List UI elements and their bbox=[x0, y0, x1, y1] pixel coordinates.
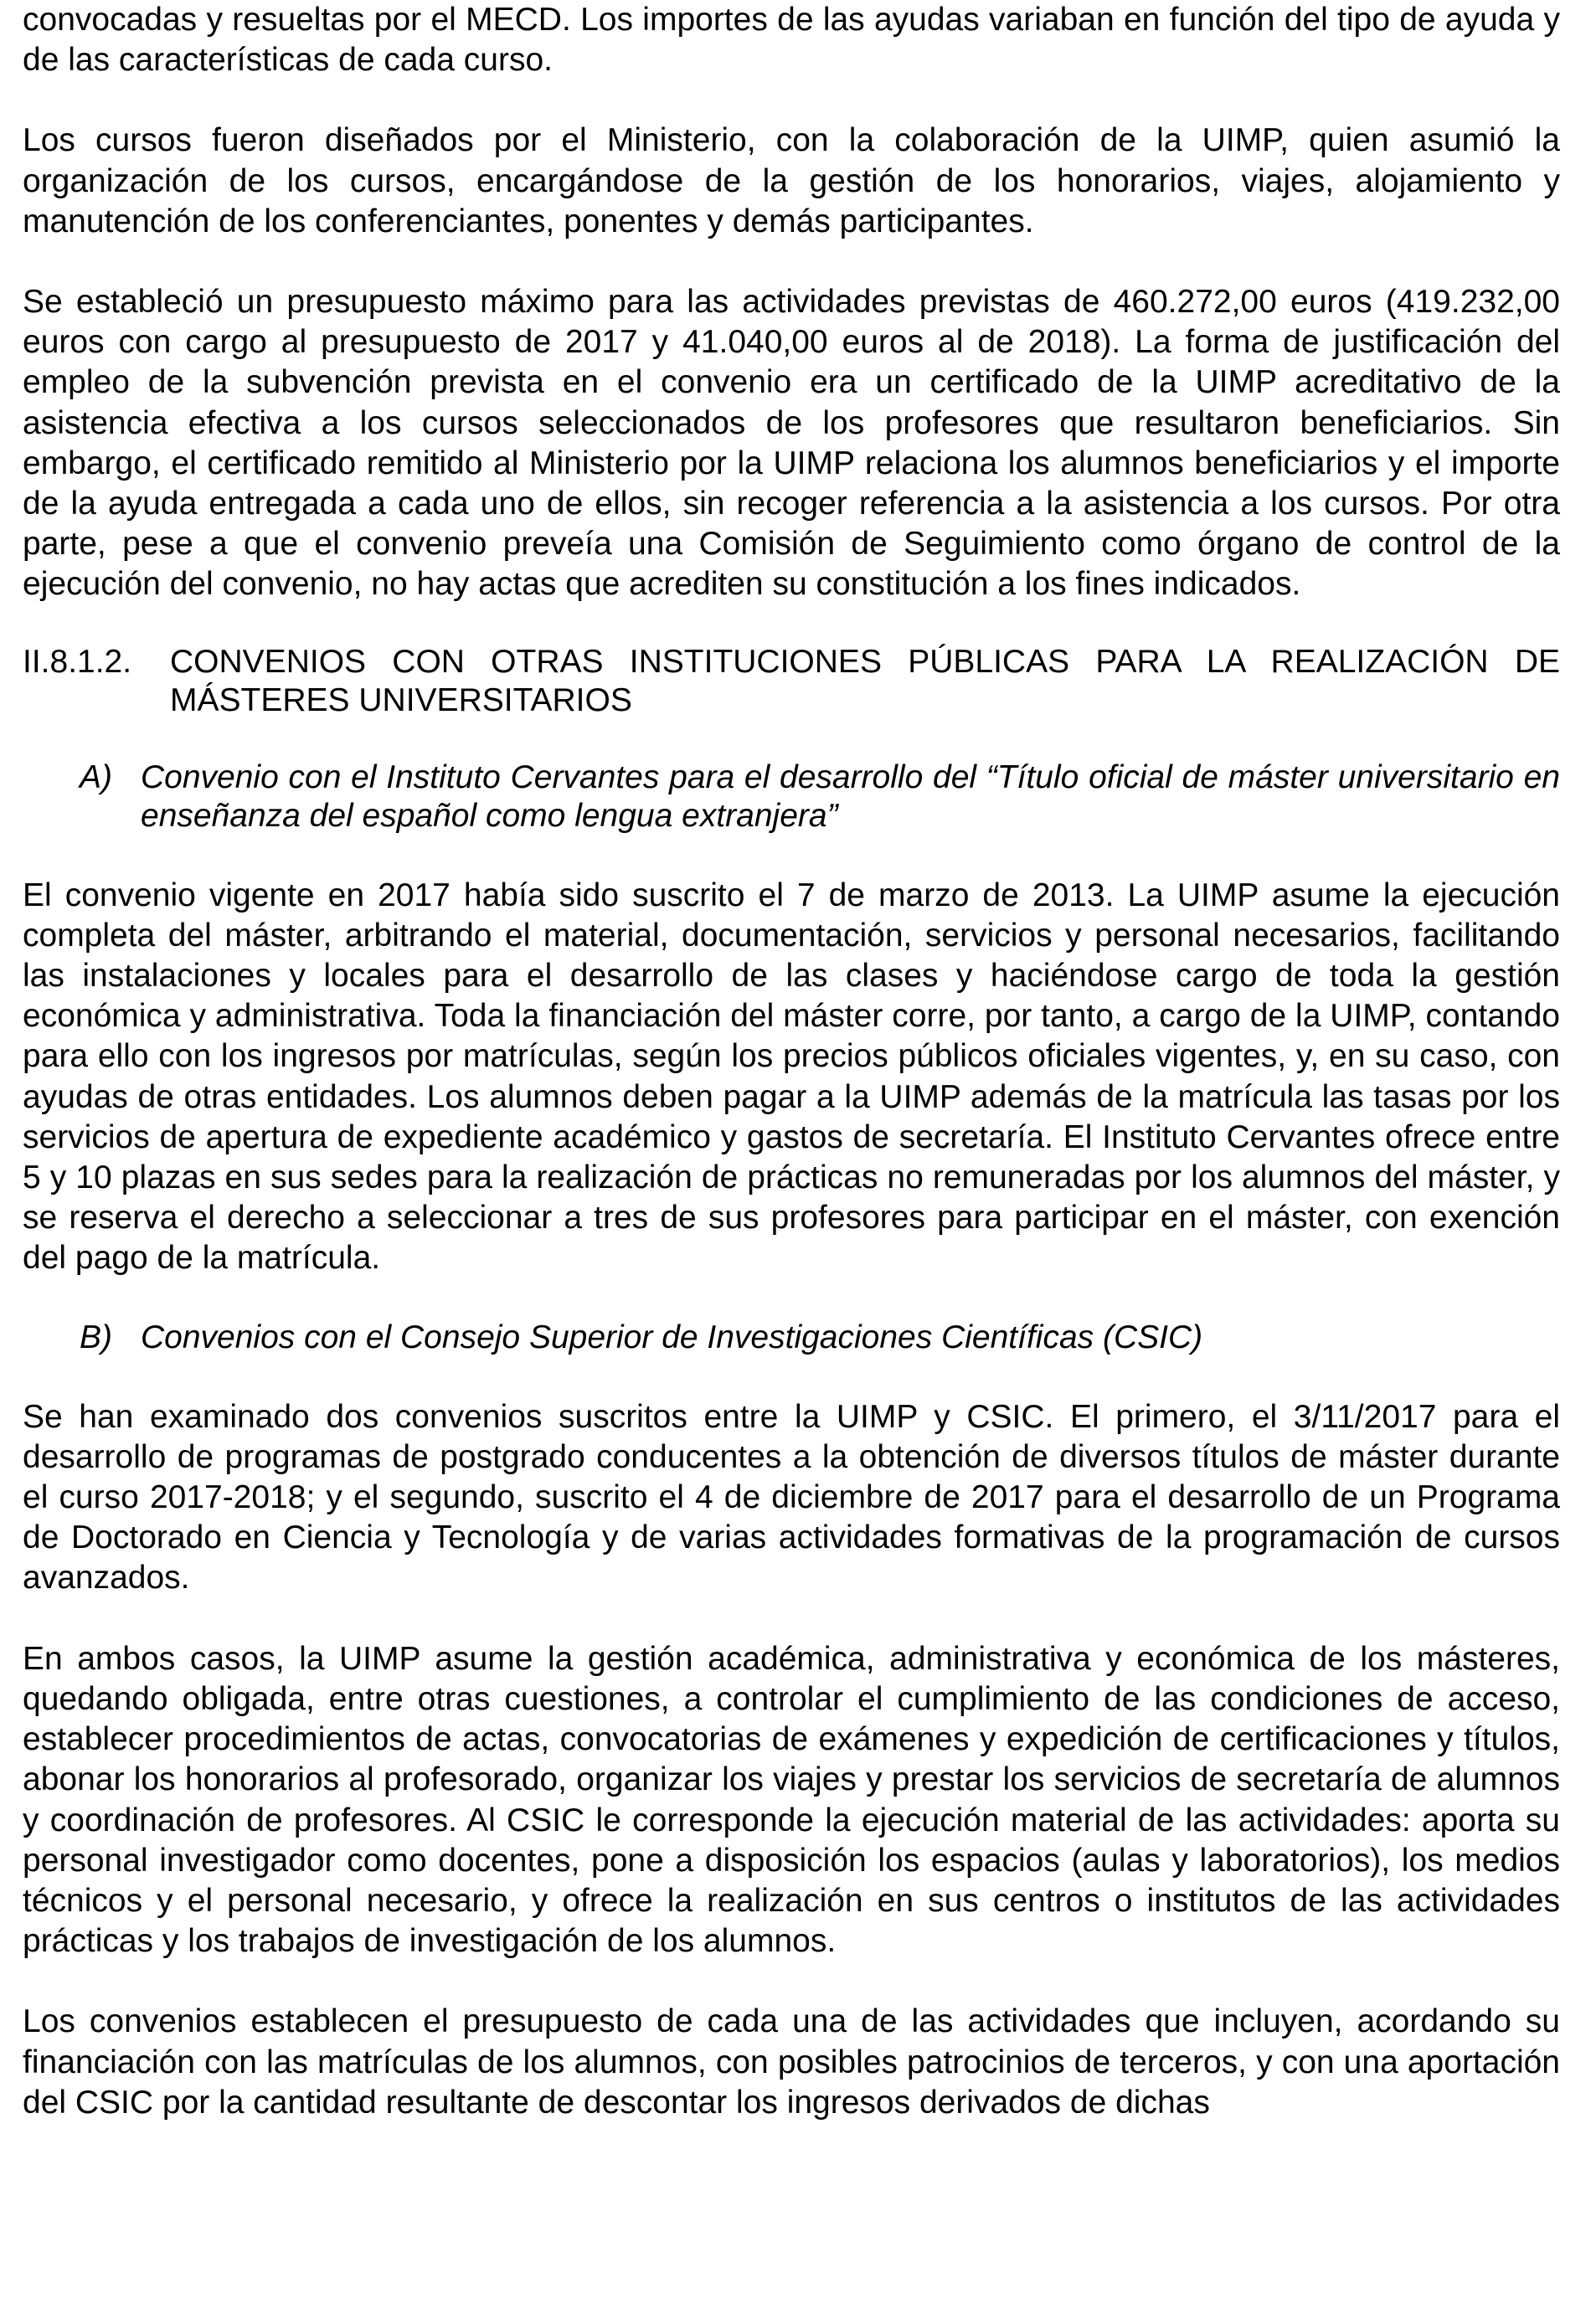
document-page bbox=[23, 0, 1560, 2123]
subsection-title: Convenio con el Instituto Cervantes para el desarrollo del “Título oficial de máster universitario en enseñanza del español como lengua extranjera” bbox=[141, 758, 1560, 834]
subsection-heading-b bbox=[23, 1319, 1560, 1357]
paragraph-diseno-cursos: Los cursos fueron diseñados por el Ministerio, con la colaboración de la UIMP, quien asumió la organización de los cursos, encargándose de la gestión de los honorarios, viajes, alojamiento y manutención de los conferenciantes, ponentes y demás participantes. bbox=[23, 122, 1560, 239]
paragraph-ayudas-importes: convocadas y resueltas por el MECD. Los importes de las ayudas variaban en función del tipo de ayuda y de las características de cada curso. bbox=[23, 2, 1560, 79]
paragraph-convenio-cervantes: El convenio vigente en 2017 había sido suscrito el 7 de marzo de 2013. La UIMP asume la ejecución completa del máster, arbitrando el material, documentación, servicios y personal necesarios, facilitando las instalaciones y locales para el desarrollo de las clases y haciéndose cargo de toda la gestión económica y administrativa. Toda la financiación del máster corre, por tanto, a cargo de la UIMP, contando para ello con los ingresos por matrículas, según los precios públicos oficiales vigentes, y, en su caso, con ayudas de otras entidades. Los alumnos deben pagar a la UIMP además de la matrícula las tasas por los servicios de apertura de expediente académico y gastos de secretaría. El Instituto Cervantes ofrece entre 5 y 10 plazas en sus sedes para la realización de prácticas no remuneradas por los alumnos del máster, y se reserva el derecho a seleccionar a tres de sus profesores para participar en el máster, con exención del pago de la matrícula. bbox=[23, 877, 1560, 1277]
paragraph-obligaciones-uimp: En ambos casos, la UIMP asume la gestión académica, administrativa y económica de los másteres, quedando obligada, entre otras cuestiones, a controlar el cumplimiento de las condiciones de acceso, establecer procedimientos de actas, convocatorias de exámenes y expedición de certificaciones y títulos, abonar los honorarios al profesorado, organizar los viajes y prestar los servicios de secretaría de alumnos y coordinación de profesores. Al CSIC le corresponde la ejecución material de las actividades: aporta su personal investigador como docentes, pone a disposición los espacios (aulas y laboratorios), los medios técnicos y el personal necesario, y ofrece la realización en sus centros o institutos de las actividades prácticas y los trabajos de investigación de los alumnos. bbox=[23, 1640, 1560, 1960]
subsection-letter: B) bbox=[80, 1319, 112, 1355]
section-heading bbox=[23, 643, 1560, 720]
subsection-heading-a bbox=[23, 758, 1560, 836]
paragraph-presupuesto-convenios: Los convenios establecen el presupuesto de cada una de las actividades que incluyen, acordando su financiación con las matrículas de los alumnos, con posibles patrocinios de terceros, y con una aportación del CSIC por la cantidad resultante de descontar los ingresos derivados de dichas bbox=[23, 2003, 1560, 2121]
section-number: II.8.1.2. bbox=[23, 643, 132, 680]
paragraph-presupuesto: Se estableció un presupuesto máximo para las actividades previstas de 460.272,00 euros (419.232,00 euros con cargo al presupuesto de 2017 y 41.040,00 euros al de 2018). La forma de justificación del empleo de la subvención prevista en el convenio era un certificado de la UIMP acreditativo de la asistencia efectiva a los cursos seleccionados de los profesores que resultaron beneficiarios. Sin embargo, el certificado remitido al Ministerio por la UIMP relaciona los alumnos beneficiarios y el importe de la ayuda entregada a cada uno de ellos, sin recoger referencia a la asistencia a los cursos. Por otra parte, pese a que el convenio preveía una Comisión de Seguimiento como órgano de control de la ejecución del convenio, no hay actas que acrediten su constitución a los fines indicados. bbox=[23, 284, 1560, 603]
subsection-letter: A) bbox=[80, 758, 112, 795]
section-title: CONVENIOS CON OTRAS INSTITUCIONES PÚBLICAS PARA LA REALIZACIÓN DE MÁSTERES UNIVERSITARIOS bbox=[170, 643, 1560, 718]
paragraph-convenios-csic: Se han examinado dos convenios suscritos entre la UIMP y CSIC. El primero, el 3/11/2017 para el desarrollo de programas de postgrado conducentes a la obtención de diversos títulos de máster durante el curso 2017-2018; y el segundo, suscrito el 4 de diciembre de 2017 para el desarrollo de un Programa de Doctorado en Ciencia y Tecnología y de varias actividades formativas de la programación de cursos avanzados. bbox=[23, 1398, 1560, 1596]
subsection-title: Convenios con el Consejo Superior de Investigaciones Científicas (CSIC) bbox=[141, 1319, 1203, 1355]
